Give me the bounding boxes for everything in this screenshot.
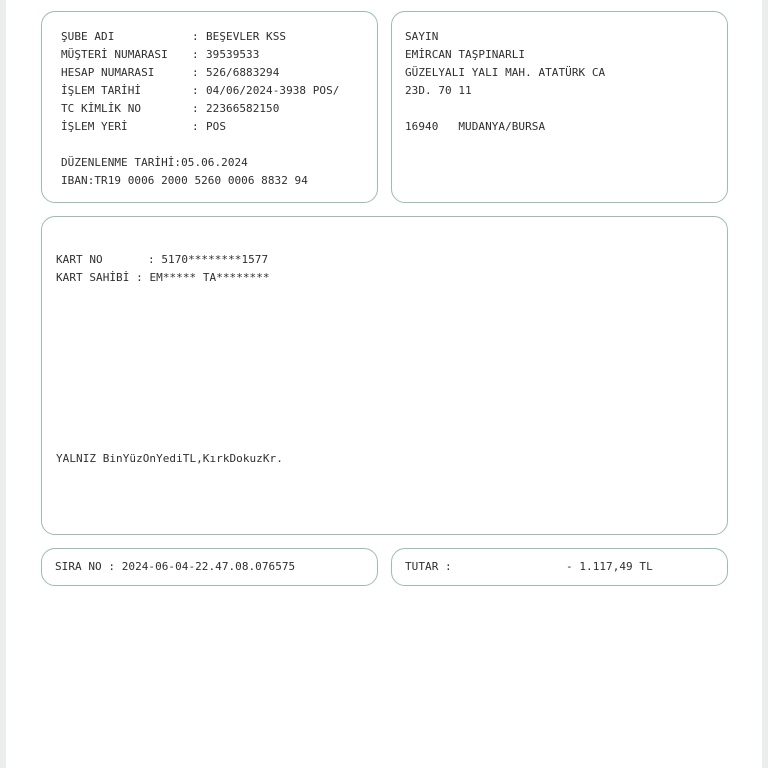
address-line-2: 23D. 70 11 (405, 84, 472, 97)
card-holder-label: KART SAHİBİ (56, 271, 130, 284)
total-box (391, 548, 728, 586)
recipient-box (391, 11, 728, 203)
postal-city: 16940 MUDANYA/BURSA (405, 120, 546, 133)
national-id-row (61, 102, 279, 115)
field-separator: : (192, 30, 199, 43)
iban: IBAN:TR19 0006 2000 5260 0006 8832 94 (61, 174, 308, 187)
card-details-box (41, 216, 728, 535)
transaction-date-row (61, 84, 339, 97)
receipt-page (6, 0, 762, 768)
amount-in-words: YALNIZ BinYüzOnYediTL,KırkDokuzKr. (56, 452, 283, 465)
transaction-date-value: 04/06/2024-3938 POS/ (206, 84, 340, 97)
account-number-value: 526/6883294 (206, 66, 280, 79)
field-label: İŞLEM TARİHİ (61, 84, 142, 97)
customer-number-value: 39539533 (206, 48, 260, 61)
sequence-number: SIRA NO : 2024-06-04-22.47.08.076575 (55, 560, 296, 573)
card-separator: : (136, 271, 143, 284)
card-holder-row (56, 271, 270, 284)
branch-info-box (41, 11, 378, 203)
transaction-place-row (61, 120, 226, 133)
field-label: İŞLEM YERİ (61, 120, 128, 133)
field-separator: : (192, 66, 199, 79)
issue-date: DÜZENLENME TARİHİ:05.06.2024 (61, 156, 248, 169)
total-label: TUTAR : (405, 560, 452, 573)
field-separator: : (192, 120, 199, 133)
address-line-1: GÜZELYALI YALI MAH. ATATÜRK CA (405, 66, 606, 79)
branch-name-row (61, 30, 286, 43)
field-label: TC KİMLİK NO (61, 102, 142, 115)
customer-number-row (61, 48, 259, 61)
field-label: MÜŞTERİ NUMARASI (61, 48, 168, 61)
field-separator: : (192, 48, 199, 61)
card-number-value: 5170********1577 (161, 253, 269, 266)
sequence-box (41, 548, 378, 586)
salutation: SAYIN (405, 30, 439, 43)
transaction-place-value: POS (206, 120, 227, 133)
card-separator: : (148, 253, 155, 266)
national-id-value: 22366582150 (206, 102, 280, 115)
field-label: ŞUBE ADI (61, 30, 115, 43)
card-holder-value: EM***** TA******** (149, 271, 270, 284)
card-number-label: KART NO (56, 253, 103, 266)
field-separator: : (192, 102, 199, 115)
account-number-row (61, 66, 279, 79)
recipient-name: EMİRCAN TAŞPINARLI (405, 48, 526, 61)
branch-name-value: BEŞEVLER KSS (206, 30, 287, 43)
field-label: HESAP NUMARASI (61, 66, 155, 79)
card-number-row (56, 253, 268, 266)
field-separator: : (192, 84, 199, 97)
total-value: - 1.117,49 TL (566, 560, 653, 573)
